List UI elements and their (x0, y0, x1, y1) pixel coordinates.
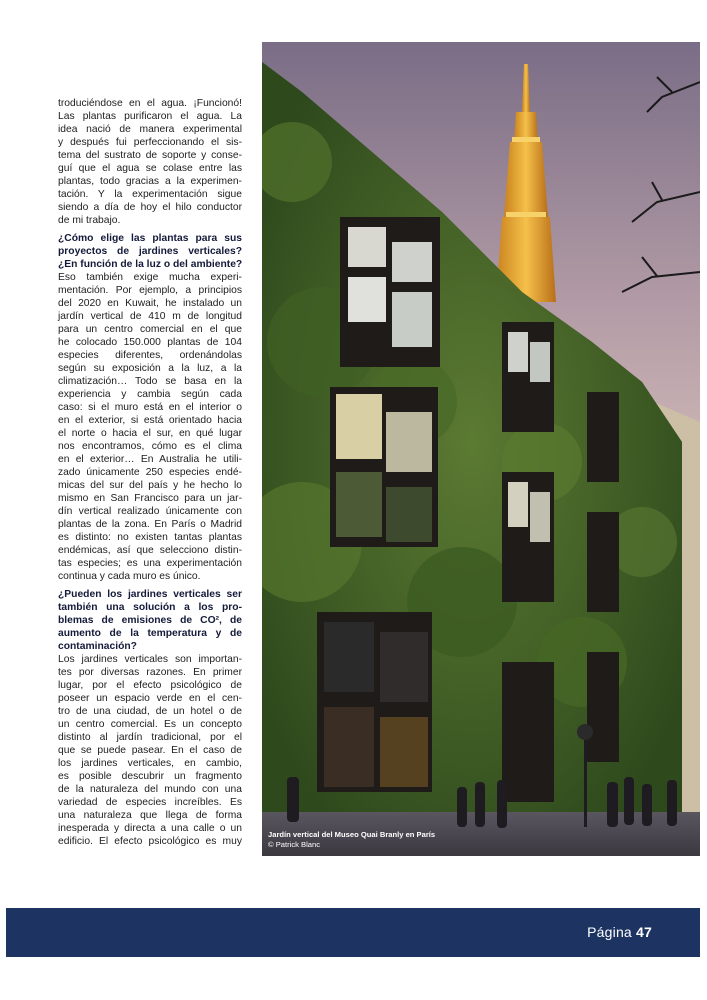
text-line: zado únicamente 250 especies endé- (58, 467, 242, 478)
vertical-garden-photo (262, 42, 700, 856)
text-line: Las plantas purificaron el agua. La (58, 111, 242, 122)
text-line: es posible descubrir un fragmento (58, 771, 242, 782)
text-line: variedad de especies increíbles. Es (58, 797, 242, 808)
text-line: contaminación? (58, 641, 137, 652)
text-line: para un centro comercial en el que (58, 324, 242, 335)
text-line: distinto al jardín tradicional, por el (58, 732, 242, 743)
text-line: de la naturaleza del mundo con una (58, 784, 242, 795)
text-line: dín vertical realizado únicamente con (58, 506, 242, 517)
text-line: inesperada y directa a una calle o un (58, 823, 242, 834)
text-line: tema del sustrato de soporte y conse- (58, 150, 242, 161)
question-heading-plants (58, 232, 242, 271)
text-line: jardín vertical de 410 m de longitud (58, 311, 242, 322)
text-line: continua y cada muro es único. (58, 571, 201, 582)
text-line: tes por diversas razones. En primer (58, 667, 242, 678)
text-line: un centro comercial. Es un concepto (58, 719, 242, 730)
text-line: según su exposición a la luz, a la (58, 363, 242, 374)
text-line: del 2020 en Kuwait, he instalado un (58, 298, 242, 309)
intro-paragraph (58, 97, 242, 227)
photo-caption (268, 830, 435, 849)
text-line: he colocado 150.000 plantas de 104 (58, 337, 242, 348)
answer-paragraph-plants (58, 271, 242, 583)
text-line: Los jardines verticales son importan- (58, 654, 242, 665)
text-line: idea nació de manera experimental (58, 124, 242, 135)
text-line: mismo en San Francisco para un jar- (58, 493, 242, 504)
page-number: 47 (636, 924, 652, 940)
text-line: edificio. El efecto psicológico es muy (58, 836, 242, 847)
text-line: tro de una ciudad, de un hotel o de (58, 706, 242, 717)
text-line: los jardines verticales, en cambio, (58, 758, 242, 769)
text-line: en el exterior, si está orientado hacia (58, 415, 242, 426)
text-line: tas especies; es una experimentación (58, 558, 242, 569)
text-line: climatización… Todo se basa en la (58, 376, 242, 387)
text-line: especies diferentes, ordenándolas (58, 350, 242, 361)
text-line: endémicas, así que selecciono distin- (58, 545, 242, 556)
text-line: blemas de emisiones de CO², de (58, 615, 242, 626)
text-line: de mi trabajo. (58, 215, 121, 226)
text-line: que se puede pasear. En el caso de (58, 745, 242, 756)
text-line: troduciéndose en el agua. ¡Funcionó! (58, 98, 242, 109)
article-text-column (58, 97, 242, 848)
text-line: caso: si el muro está en el interior o (58, 402, 242, 413)
text-line: guí que el agua se colase entre las (58, 163, 242, 174)
text-line: plantas de la zona. En París o Madrid (58, 519, 242, 530)
page-word: Página (587, 924, 632, 940)
text-line: tación. Y la experimentación sigue (58, 189, 242, 200)
answer-paragraph-emissions (58, 653, 242, 848)
text-line: experiencia y cambia según cada (58, 389, 242, 400)
text-line: mentación. Por ejemplo, a principios (58, 285, 242, 296)
caption-title: Jardín vertical del Museo Quai Branly en París (268, 830, 436, 839)
text-line: una naturaleza que llega de forma (58, 810, 242, 821)
text-line: micas del sur del país y he hecho lo (58, 480, 242, 491)
text-line: Eso también exige mucha experi- (58, 272, 242, 283)
text-line: poseer un espacio verde en el cen- (58, 693, 242, 704)
text-line: plantas, todo gracias a la experimen- (58, 176, 242, 187)
text-line: también una solución a los pro- (58, 602, 242, 613)
caption-credit: © Patrick Blanc (268, 839, 321, 849)
footer-bar (6, 908, 700, 957)
text-line: en el exterior… En Australia he utili- (58, 454, 242, 465)
text-line: proyectos de jardines verticales? (58, 246, 242, 257)
text-line: ¿Pueden los jardines verticales ser (58, 589, 242, 600)
vertical-garden-illustration (262, 42, 700, 856)
text-line: lugar, por el efecto psicológico de (58, 680, 242, 691)
text-line: siendo a día de hoy el hilo conductor (58, 202, 242, 213)
text-line: es distinto: no existen tantas plantas (58, 532, 242, 543)
text-line: aumento de la temperatura y de (58, 628, 242, 639)
text-line: y después fui perfeccionando el sis- (58, 137, 242, 148)
text-line: ¿Cómo elige las plantas para sus (58, 233, 242, 244)
text-line: el norte o hacia el sur, en qué lugar (58, 428, 242, 439)
text-line: nos encontramos, cómo es el clima (58, 441, 242, 452)
page-number-label (587, 924, 652, 940)
question-heading-emissions (58, 588, 242, 653)
text-line: ¿En función de la luz o del ambiente? (58, 259, 243, 270)
